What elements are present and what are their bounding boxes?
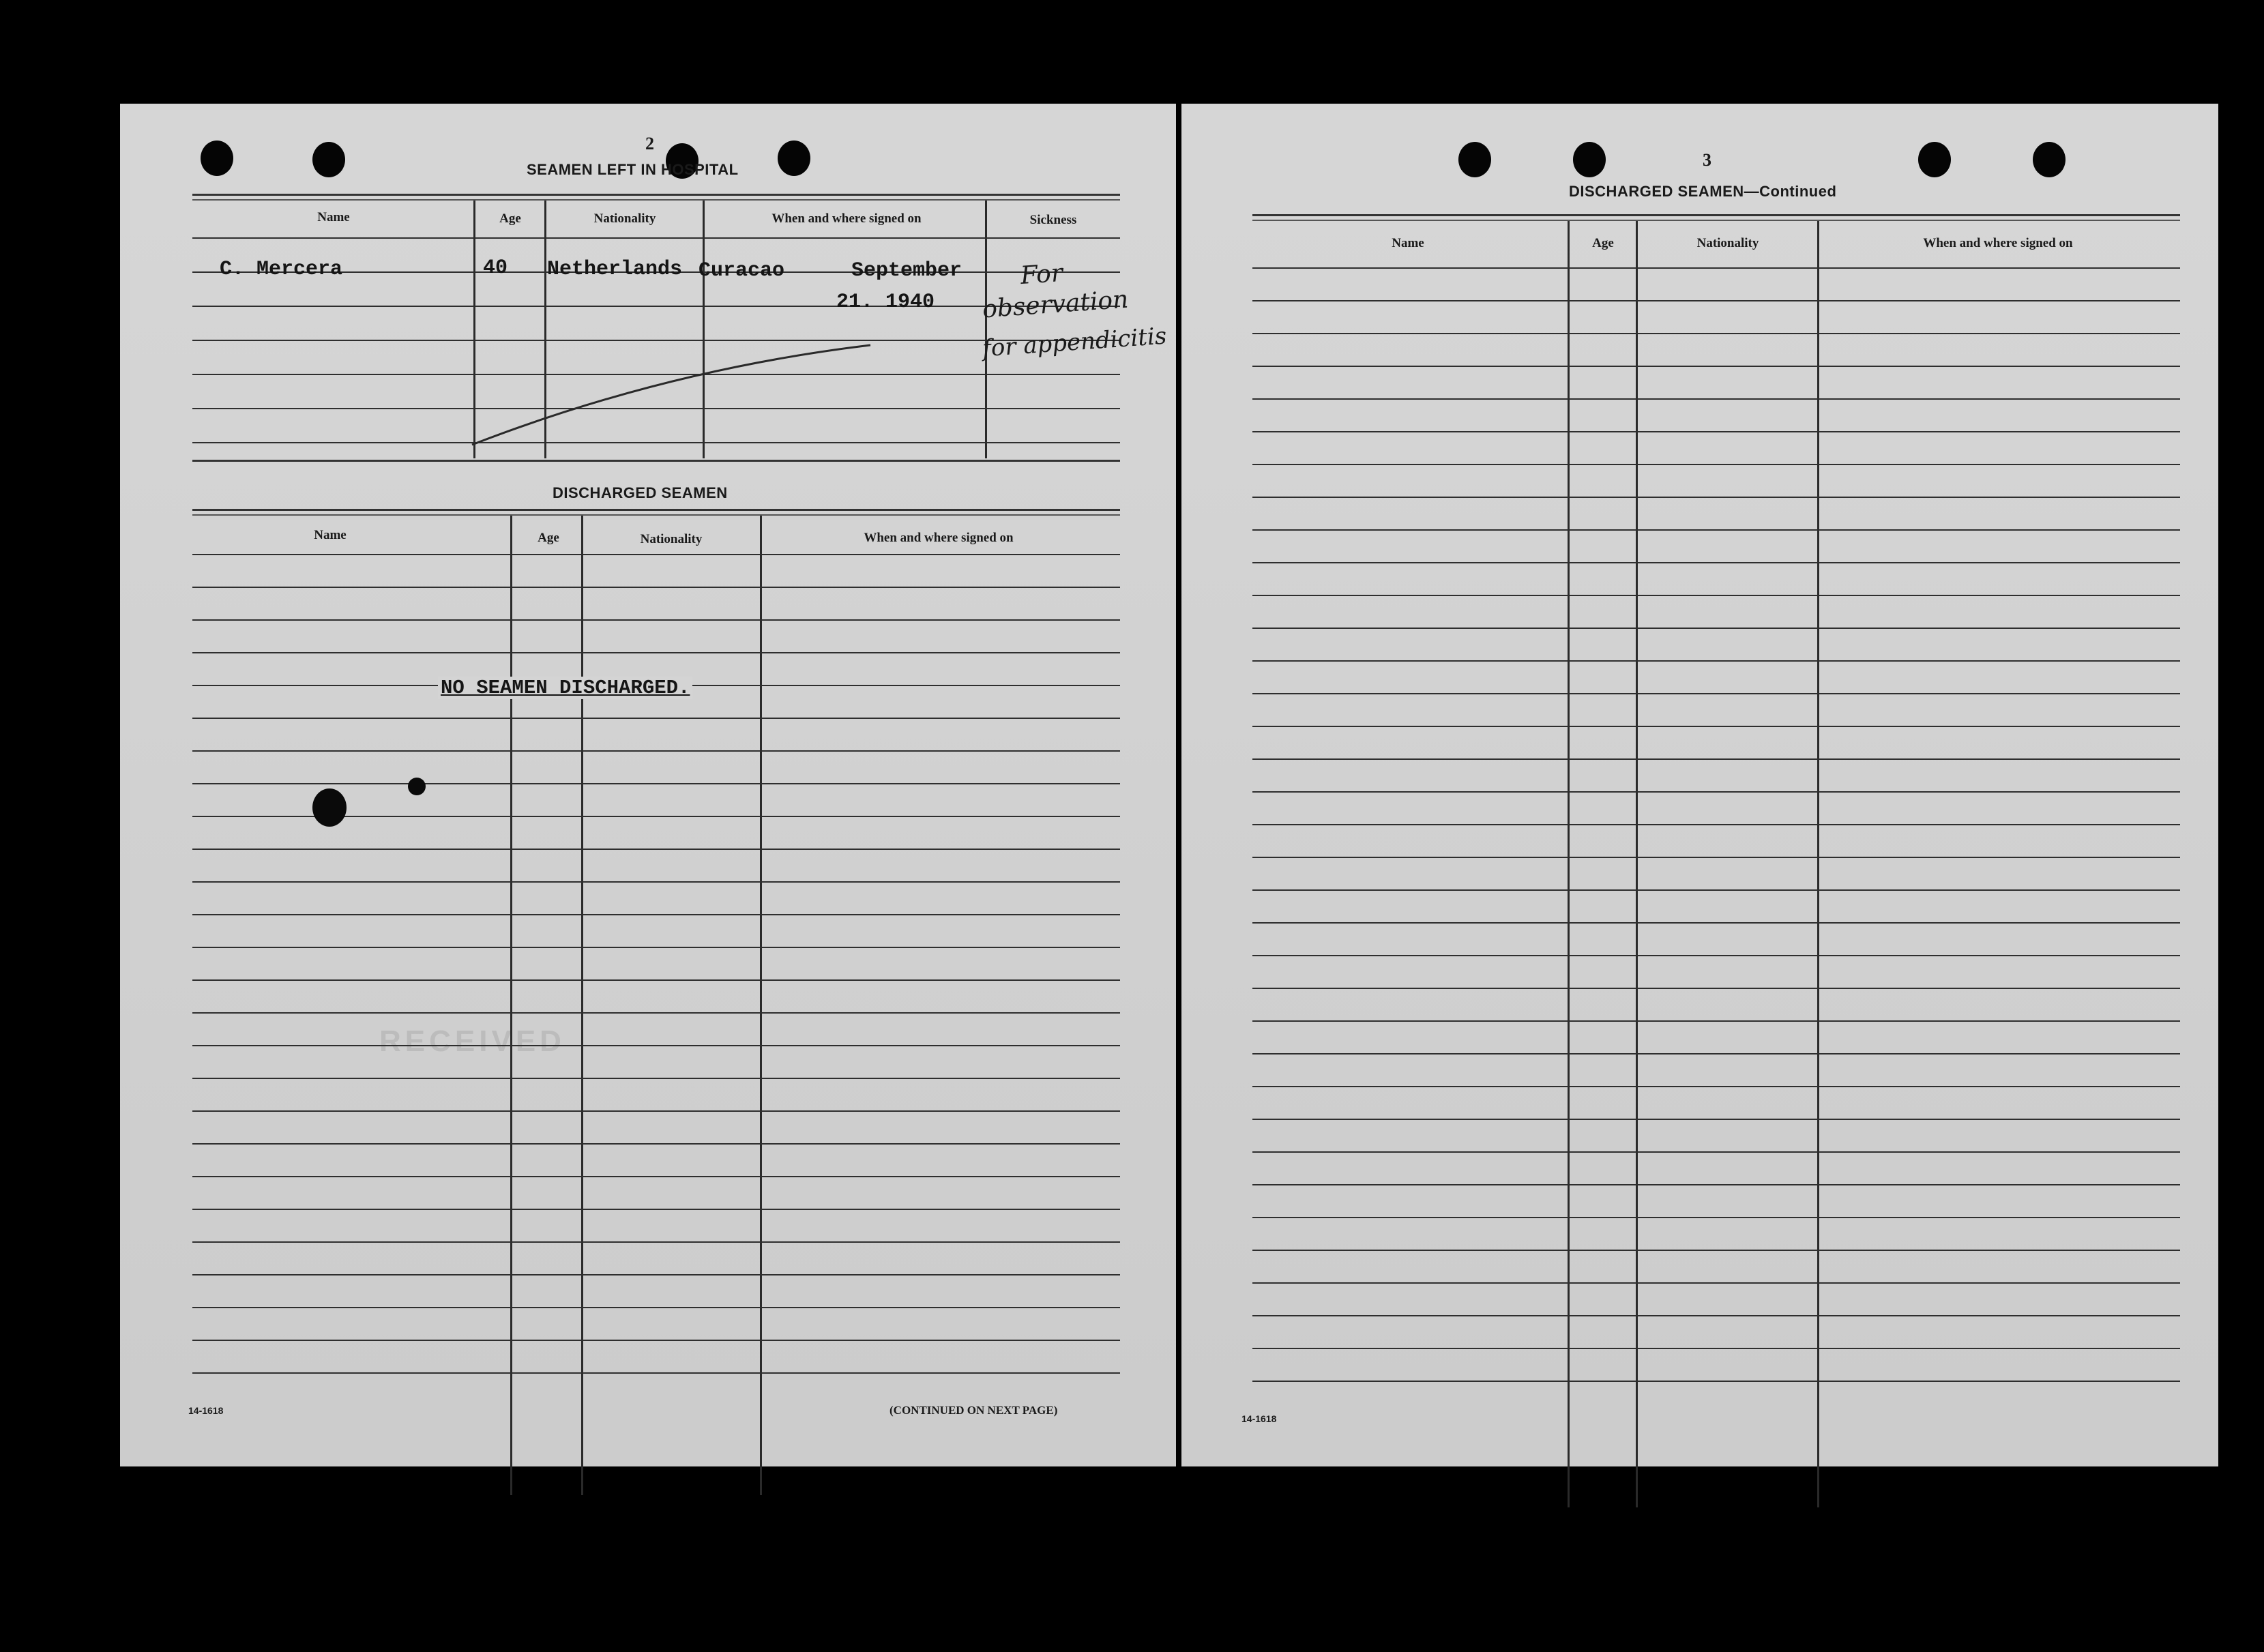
column-divider [985, 201, 987, 458]
table-rule [192, 1209, 1120, 1210]
table-rule [192, 619, 1120, 621]
seaman-nationality: Netherlands [547, 258, 683, 281]
page-number: 3 [1703, 150, 1711, 170]
table-rule [1252, 1348, 2180, 1349]
table-rule [192, 340, 1120, 341]
table-rule [1252, 1151, 2180, 1153]
punch-hole [2033, 142, 2065, 177]
table-rule [192, 1078, 1120, 1079]
seaman-name: C. Mercera [220, 258, 343, 281]
column-header-signed-on: When and where signed on [771, 211, 922, 226]
table-rule [192, 554, 1120, 555]
table-rule [192, 783, 1120, 784]
punch-hole [1918, 142, 1951, 177]
table-rule [192, 849, 1120, 850]
table-rule [192, 947, 1120, 948]
pen-stroke [461, 342, 884, 452]
seaman-age: 40 [483, 256, 508, 280]
table-rule [1252, 889, 2180, 891]
table-rule [192, 1241, 1120, 1243]
table-rule [1252, 1119, 2180, 1120]
table-rule [192, 237, 1120, 239]
header-rule [1252, 220, 2180, 221]
table-rule [1252, 1250, 2180, 1251]
left-page [120, 104, 1176, 1466]
table-rule [1252, 562, 2180, 563]
table-rule [1252, 267, 2180, 269]
table-rule [1252, 922, 2180, 924]
table-rule [1252, 791, 2180, 793]
table-rule [1252, 857, 2180, 858]
section-rule [192, 460, 1120, 462]
right-page [1181, 104, 2218, 1466]
ink-blot [312, 788, 347, 827]
column-header-name: Name [317, 210, 350, 224]
table-rule [1252, 1217, 2180, 1218]
form-code: 14-1618 [1241, 1413, 1277, 1424]
discharged-section-title: DISCHARGED SEAMEN [553, 484, 728, 501]
table-rule [192, 718, 1120, 719]
table-rule [192, 1340, 1120, 1341]
form-code: 14-1618 [188, 1405, 224, 1416]
table-rule [1252, 824, 2180, 825]
table-rule [1252, 660, 2180, 662]
table-rule [192, 979, 1120, 981]
column-header-name: Name [1392, 236, 1424, 250]
punch-hole [1458, 142, 1491, 177]
header-rule [192, 194, 1120, 196]
table-rule [192, 914, 1120, 915]
table-rule [192, 1372, 1120, 1374]
header-rule [1252, 214, 2180, 216]
table-rule [1252, 1315, 2180, 1316]
received-stamp: RECEIVED [379, 1024, 565, 1058]
column-header-age: Age [538, 531, 559, 545]
table-rule [1252, 1282, 2180, 1284]
table-rule [192, 306, 1120, 307]
table-rule [1252, 497, 2180, 498]
table-rule [192, 750, 1120, 752]
table-rule [1252, 1381, 2180, 1382]
page-number: 2 [645, 134, 654, 153]
column-divider [760, 516, 762, 1495]
section-rule [192, 509, 1120, 511]
column-header-sickness: Sickness [1029, 213, 1077, 227]
table-rule [192, 1307, 1120, 1308]
table-rule [1252, 1184, 2180, 1185]
table-rule [192, 881, 1120, 883]
punch-hole [1573, 142, 1606, 177]
table-rule [1252, 1086, 2180, 1087]
table-rule [192, 1274, 1120, 1275]
sickness-handwriting-3: for appendicitis [981, 322, 1168, 363]
column-divider [510, 516, 512, 1495]
column-header-name: Name [314, 528, 347, 542]
table-rule [1252, 300, 2180, 301]
punch-hole [201, 141, 233, 176]
continued-section-title: DISCHARGED SEAMEN—Continued [1569, 183, 1837, 200]
table-rule [1252, 1053, 2180, 1054]
table-rule [1252, 693, 2180, 694]
table-rule [192, 652, 1120, 653]
punch-hole [312, 142, 345, 177]
column-header-age: Age [1592, 236, 1614, 250]
table-rule [1252, 464, 2180, 465]
no-discharge-note: NO SEAMEN DISCHARGED. [438, 677, 692, 699]
column-header-nationality: Nationality [1696, 236, 1759, 250]
table-rule [1252, 431, 2180, 432]
table-rule [1252, 955, 2180, 956]
ink-blot [408, 778, 426, 795]
table-rule [192, 587, 1120, 588]
column-header-age: Age [499, 211, 521, 226]
table-rule [1252, 333, 2180, 334]
table-rule [192, 1012, 1120, 1014]
section-rule [192, 514, 1120, 516]
table-rule [192, 1110, 1120, 1112]
column-header-nationality: Nationality [640, 532, 703, 546]
table-rule [1252, 758, 2180, 760]
table-rule [192, 1143, 1120, 1145]
hospital-section-title: SEAMEN LEFT IN HOSPITAL [527, 161, 739, 178]
table-rule [1252, 1020, 2180, 1022]
column-divider [581, 516, 583, 1495]
punch-hole [778, 141, 810, 176]
table-rule [1252, 628, 2180, 629]
sickness-handwriting-2: observation [981, 285, 1130, 324]
table-rule [192, 1176, 1120, 1177]
column-header-nationality: Nationality [593, 211, 656, 226]
table-rule [1252, 726, 2180, 727]
continued-note: (CONTINUED ON NEXT PAGE) [890, 1404, 1058, 1417]
table-rule [1252, 595, 2180, 596]
table-rule [1252, 988, 2180, 989]
signed-on-place: Curacao [699, 259, 785, 282]
table-rule [192, 1045, 1120, 1046]
header-rule [192, 199, 1120, 201]
sickness-handwriting-1: For [1019, 259, 1064, 291]
column-header-signed-on: When and where signed on [864, 531, 1014, 545]
table-rule [1252, 398, 2180, 400]
signed-on-month: September [851, 259, 962, 282]
table-rule [1252, 529, 2180, 531]
table-rule [1252, 366, 2180, 367]
signed-on-date: 21. 1940 [836, 291, 935, 314]
column-header-signed-on: When and where signed on [1923, 236, 2073, 250]
